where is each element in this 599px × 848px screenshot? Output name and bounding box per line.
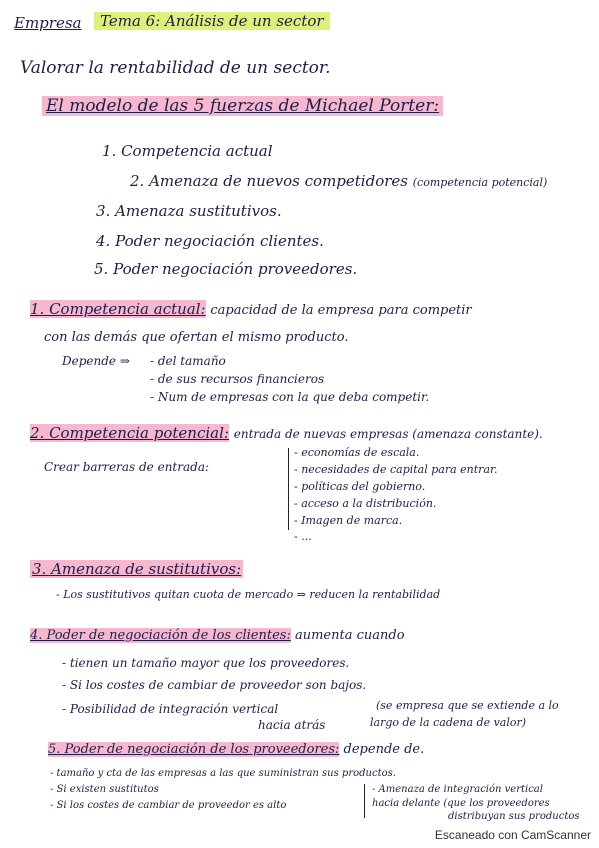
s5-line-a: 5. Poder de negociación de los proveedores: depende de. (48, 742, 425, 757)
page-title: Valorar la rentabilidad de un sector. (20, 58, 331, 78)
s2-list-6: - ... (294, 530, 312, 543)
s5-side-c: distribuyan sus productos (448, 811, 580, 822)
header-topic: Tema 6: Análisis de un sector (94, 12, 330, 30)
s5-list-3: - Si los costes de cambiar de proveedor es alto (50, 800, 287, 811)
s1-line-b: con las demás que ofertan el mismo producto. (44, 330, 349, 345)
s1-list-1: - del tamaño (150, 354, 226, 368)
s2-crear: Crear barreras de entrada: (44, 460, 210, 474)
header-subject: Empresa (14, 14, 82, 32)
camscanner-watermark: Escaneado con CamScanner (434, 828, 591, 842)
s4-list-3: - Posibilidad de integración vertical (62, 702, 279, 716)
s4-list-2: - Si los costes de cambiar de proveedor son bajos. (62, 678, 367, 692)
s1-list-3: - Num de empresas con la que deba competir. (150, 390, 430, 404)
s5-divider (364, 784, 365, 818)
s4-list-4: hacia atrás (258, 718, 326, 732)
s2-list-1: - economías de escala. (294, 446, 420, 459)
model-item-1: 1. Competencia actual (102, 142, 273, 160)
s4-list-1: - tienen un tamaño mayor que los proveedores. (62, 656, 350, 670)
s3-heading: 3. Amenaza de sustitutivos: (32, 560, 242, 578)
s5-side-b: hacia delante (que los proveedores (372, 798, 550, 809)
s2-list-4: - acceso a la distribución. (294, 497, 437, 510)
s2-list-2: - necesidades de capital para entrar. (294, 463, 498, 476)
s2-line-a: 2. Competencia potencial: entrada de nuevas empresas (amenaza constante). (30, 424, 543, 442)
s3-text: - Los sustitutivos quitan cuota de mercado ⇒ reducen la rentabilidad (56, 588, 441, 601)
model-item-2: 2. Amenaza de nuevos competidores (competencia potencial) (130, 172, 548, 190)
model-item-3: 3. Amenaza sustitutivos. (96, 202, 282, 220)
s1-line-a: 1. Competencia actual: capacidad de la empresa para competir (30, 300, 472, 318)
s4-note-a: (se empresa que se extiende a lo (376, 699, 559, 712)
s4-note-b: largo de la cadena de valor) (370, 716, 527, 729)
model-item-5: 5. Poder negociación proveedores. (94, 260, 358, 278)
s5-side-a: - Amenaza de integración vertical (372, 784, 543, 795)
s1-list-2: - de sus recursos financieros (150, 372, 325, 386)
s4-line-a: 4. Poder de negociación de los clientes: aumenta cuando (30, 628, 405, 643)
s2-list-3: - políticas del gobierno. (294, 480, 426, 493)
s5-list-1: - tamaño y cta de las empresas a las que suministran sus productos. (50, 768, 396, 779)
s2-brace (288, 448, 289, 530)
s2-list-5: - Imagen de marca. (294, 514, 403, 527)
model-heading: El modelo de las 5 fuerzas de Michael Porter: (42, 96, 443, 116)
s5-list-2: - Si existen sustitutos (50, 784, 159, 795)
model-item-4: 4. Poder negociación clientes. (96, 232, 324, 250)
s1-depende: Depende ⇒ (62, 354, 130, 368)
